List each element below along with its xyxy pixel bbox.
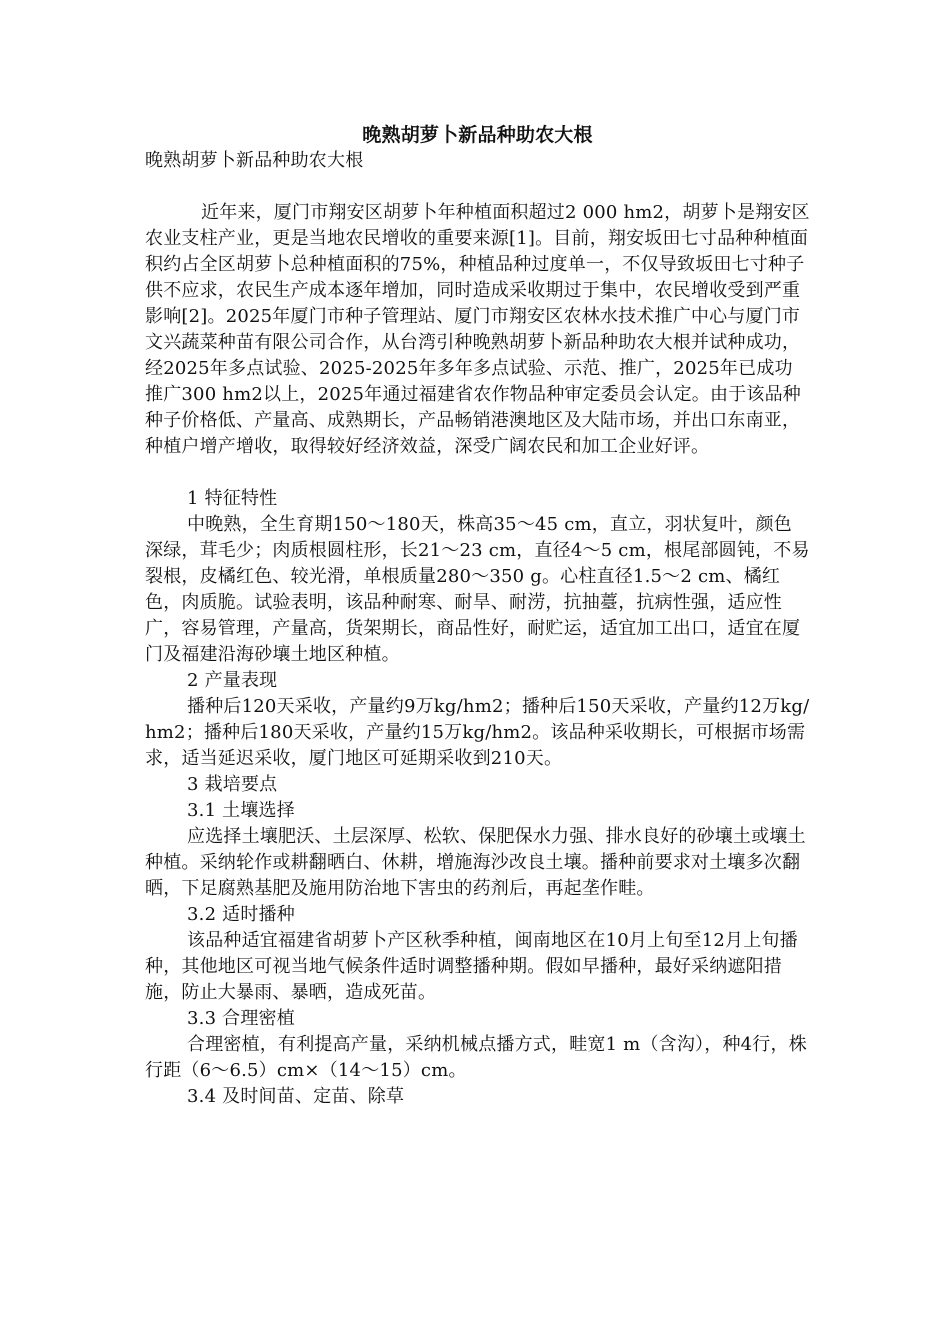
intro-paragraph: 近年来，厦门市翔安区胡萝卜年种植面积超过2 000 hm2，胡萝卜是翔安区农业支柱产业，更是当地农民增收的重要来源[1]。目前，翔安坂田七寸品种种植面积约占全区胡萝卜总种植面积的75%，种植品种过度单一，不仅导致坂田七寸种子供不应求，农民生产成本逐年增加，同时造成采收期过于集中，农民增收受到严重影响[2]。2025年厦门市种子管理站、厦门市翔安区农林水技术推广中心与厦门市文兴蔬菜种苗有限公司合作，从台湾引种晚熟胡萝卜新品种助农大根并试种成功，经2025年多点试验、2025-2025年多年多点试验、示范、推广，2025年已成功推广300 hm2以上，2025年通过福建省农作物品种审定委员会认定。由于该品种种子价格低、产量高、成熟期长，产品畅销港澳地区及大陆市场，并出口东南亚，种植户增产增收，取得较好经济效益，深受广阔农民和加工企业好评。 (145, 202, 810, 457)
section-heading-3: 3 栽培要点 (187, 774, 278, 795)
subsection-heading-3-1: 3.1 土壤选择 (187, 800, 295, 821)
document-body (145, 118, 810, 1110)
subsection-paragraph-3-2: 该品种适宜福建省胡萝卜产区秋季种植，闽南地区在10月上旬至12月上旬播种，其他地区可视当地气候条件适时调整播种期。假如早播种，最好采纳遮阳措施，防止大暴雨、暴晒，造成死苗。 (145, 930, 798, 1003)
subsection-paragraph-3-3: 合理密植，有利提高产量，采纳机械点播方式，畦宽1 m（含沟），种4行，株行距（6～6.5）cm×（14～15）cm。 (145, 1034, 807, 1081)
subsection-heading-3-3: 3.3 合理密植 (187, 1008, 295, 1029)
section-heading-2: 2 产量表现 (187, 670, 278, 691)
subsection-paragraph-3-1: 应选择土壤肥沃、土层深厚、松软、保肥保水力强、排水良好的砂壤土或壤土种植。采纳轮作或耕翻晒白、休耕，增施海沙改良土壤。播种前要求对土壤多次翻晒，下足腐熟基肥及施用防治地下害虫的药剂后，再起垄作畦。 (145, 826, 806, 899)
section-paragraph-2: 播种后120天采收，产量约9万kg/hm2；播种后150天采收，产量约12万kg/hm2；播种后180天采收，产量约15万kg/hm2。该品种采收期长，可根据市场需求，适当延迟采收，厦门地区可延期采收到210天。 (145, 696, 810, 769)
document-subtitle: 晚熟胡萝卜新品种助农大根 (145, 150, 364, 171)
spacer (145, 460, 810, 486)
section-heading-1: 1 特征特性 (187, 488, 278, 509)
section-paragraph-1: 中晚熟，全生育期150～180天，株高35～45 cm，直立，羽状复叶，颜色深绿，茸毛少；肉质根圆柱形，长21～23 cm，直径4～5 cm，根尾部圆钝，不易裂根，皮橘红色、较光滑，单根质量280～350 g。心柱直径1.5～2 cm、橘红色，肉质脆。试验表明，该品种耐寒、耐旱、耐涝，抗抽薹，抗病性强，适应性广，容易管理，产量高，货架期长，商品性好，耐贮运，适宜加工出口，适宜在厦门及福建沿海砂壤土地区种植。 (145, 514, 810, 665)
subsection-heading-3-2: 3.2 适时播种 (187, 904, 295, 925)
spacer (145, 174, 810, 200)
subsection-heading-3-4: 3.4 及时间苗、定苗、除草 (187, 1086, 405, 1107)
document-title: 晚熟胡萝卜新品种助农大根 (362, 124, 593, 146)
